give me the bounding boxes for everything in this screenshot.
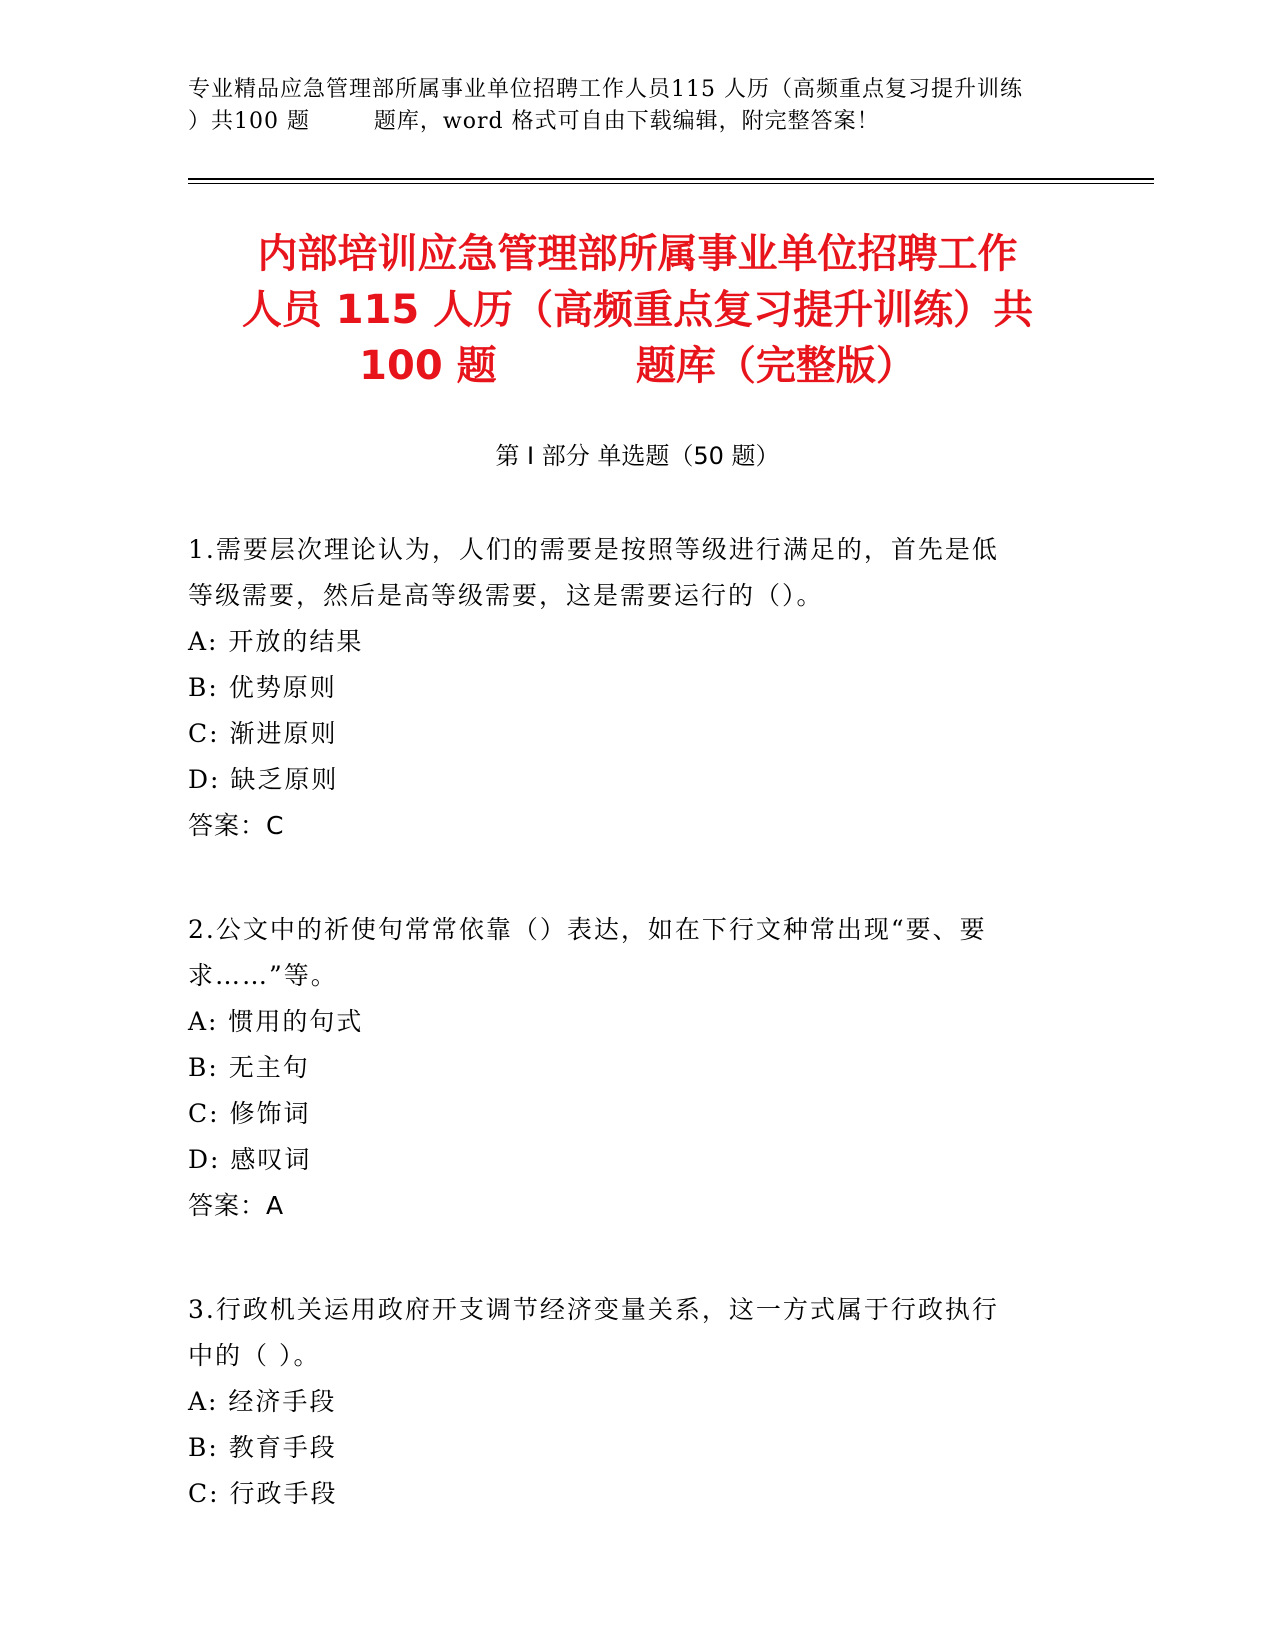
question-stem: 2.公文中的祈使句常常依靠（）表达，如在下行文种常出现“要、要 <box>188 915 987 944</box>
question-list <box>188 527 1068 1575</box>
question-stem: 1.需要层次理论认为，人们的需要是按照等级进行满足的，首先是低 <box>188 535 999 564</box>
option-a: A: 经济手段 <box>188 1387 337 1416</box>
option-a: A: 开放的结果 <box>188 627 364 656</box>
question-stem-continued: 等级需要，然后是高等级需要，这是需要运行的（）。 <box>188 581 824 610</box>
question-stem: 3.行政机关运用政府开支调节经济变量关系，这一方式属于行政执行 <box>188 1295 999 1324</box>
option-b: B: 教育手段 <box>188 1433 337 1462</box>
document-title <box>150 226 1125 394</box>
section-heading: 第 I 部分 单选题（50 题） <box>495 442 780 470</box>
header-line-1: 专业精品应急管理部所属事业单位招聘工作人员115 人历（高频重点复习提升训练 <box>188 77 1023 102</box>
option-c: C: 行政手段 <box>188 1479 338 1508</box>
title-line-3: 100 题 题库（完整版） <box>359 343 916 389</box>
document-header <box>188 74 1088 138</box>
question-3 <box>188 1287 1068 1517</box>
option-b: B: 无主句 <box>188 1053 310 1082</box>
title-line-2: 人员 115 人历（高频重点复习提升训练）共 <box>241 287 1034 333</box>
option-a: A: 惯用的句式 <box>188 1007 364 1036</box>
option-b: B: 优势原则 <box>188 673 337 702</box>
option-c: C: 修饰词 <box>188 1099 311 1128</box>
title-line-1: 内部培训应急管理部所属事业单位招聘工作 <box>257 231 1018 277</box>
header-rule-thin <box>188 183 1154 184</box>
question-stem-continued: 求……”等。 <box>188 961 338 990</box>
header-line-2: ）共100 题 题库，word 格式可自由下载编辑，附完整答案！ <box>188 109 880 134</box>
question-stem-continued: 中的（ ）。 <box>188 1341 321 1370</box>
option-c: C: 渐进原则 <box>188 719 338 748</box>
question-2 <box>188 907 1068 1229</box>
answer: 答案：A <box>188 1191 285 1220</box>
option-d: D: 感叹词 <box>188 1145 312 1174</box>
header-rule-thick <box>188 178 1154 180</box>
option-d: D: 缺乏原则 <box>188 765 339 794</box>
answer: 答案：C <box>188 811 285 840</box>
question-1 <box>188 527 1068 849</box>
